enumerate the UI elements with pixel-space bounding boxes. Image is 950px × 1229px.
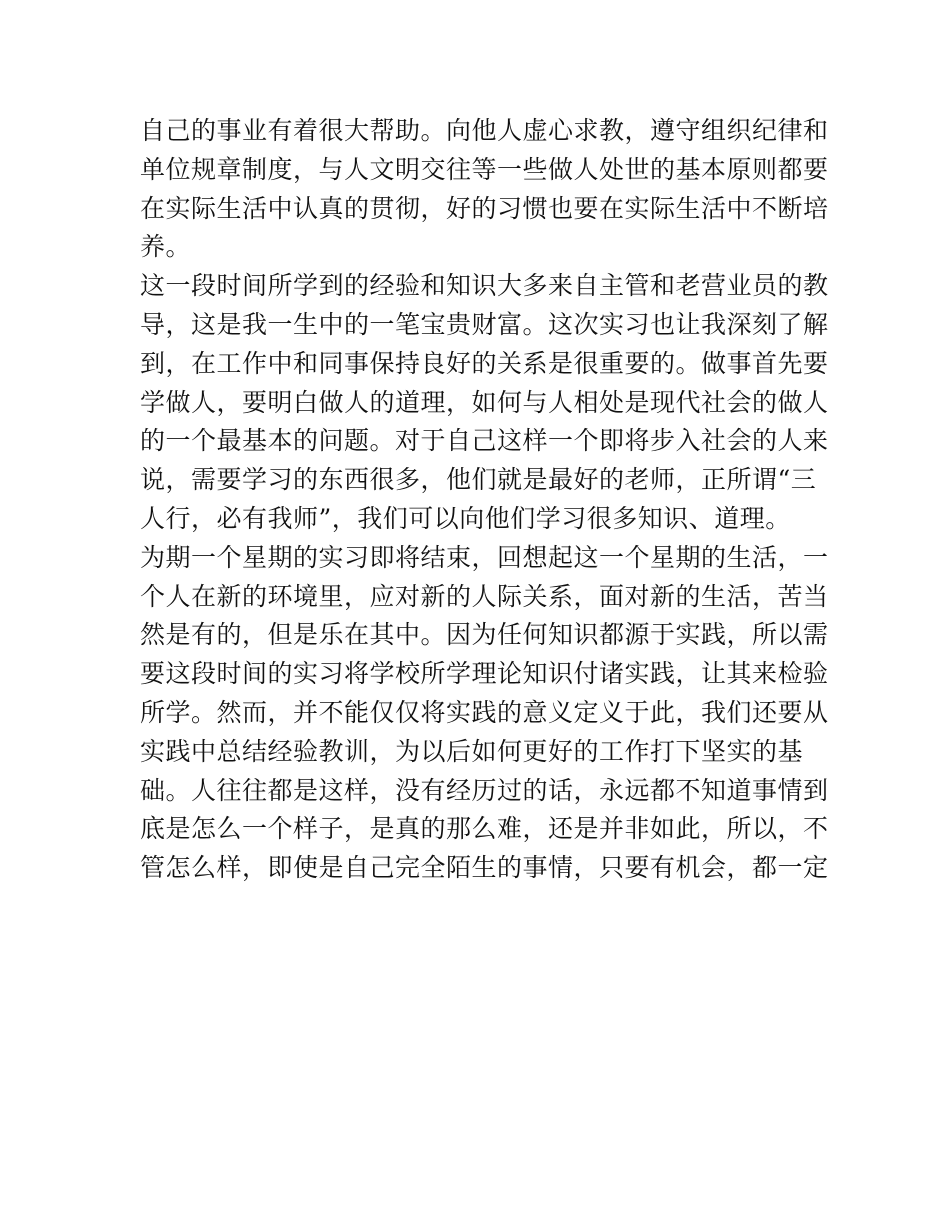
text-line: 实践中总结经验教训，为以后如何更好的工作打下坚实的基 [140,736,804,766]
text-line: 人行，必有我师”，我们可以向他们学习很多知识、道理。 [140,503,791,533]
text-line: 所学。然而，并不能仅仅将实践的意义定义于此，我们还要从 [140,697,829,727]
text-line: 个人在新的环境里，应对新的人际关系，面对新的生活，苦当 [140,581,829,611]
text-line: 要这段时间的实习将学校所学理论知识付诸实践，让其来检验 [140,659,829,689]
text-line: 的一个最基本的问题。对于自己这样一个即将步入社会的人来 [140,426,829,456]
text-line: 在实际生活中认真的贯彻，好的习惯也要在实际生活中不断培 [140,193,829,223]
text-line: 自己的事业有着很大帮助。向他人虚心求教，遵守组织纪律和 [140,116,829,145]
text-line: 养。 [140,232,192,262]
text-line: 说，需要学习的东西很多，他们就是最好的老师，正所谓“三 [140,465,817,495]
text-line: 导，这是我一生中的一笔宝贵财富。这次实习也让我深刻了解 [140,309,829,339]
text-line: 为期一个星期的实习即将结束，回想起这一个星期的生活，一 [140,542,829,572]
document-body [140,112,829,888]
text-line: 底是怎么一个样子，是真的那么难，还是并非如此，所以，不 [140,814,829,844]
text-line: 这一段时间所学到的经验和知识大多来自主管和老营业员的教 [140,271,829,301]
text-line: 学做人，要明白做人的道理，如何与人相处是现代社会的做人 [140,387,829,417]
text-line: 到，在工作中和同事保持良好的关系是很重要的。做事首先要 [140,348,829,378]
text-line: 管怎么样，即使是自己完全陌生的事情，只要有机会，都一定 [140,853,829,883]
text-line: 础。人往往都是这样，没有经历过的话，永远都不知道事情到 [140,775,829,805]
text-line: 单位规章制度，与人文明交往等一些做人处世的基本原则都要 [140,154,829,184]
text-line: 然是有的，但是乐在其中。因为任何知识都源于实践，所以需 [140,620,829,650]
